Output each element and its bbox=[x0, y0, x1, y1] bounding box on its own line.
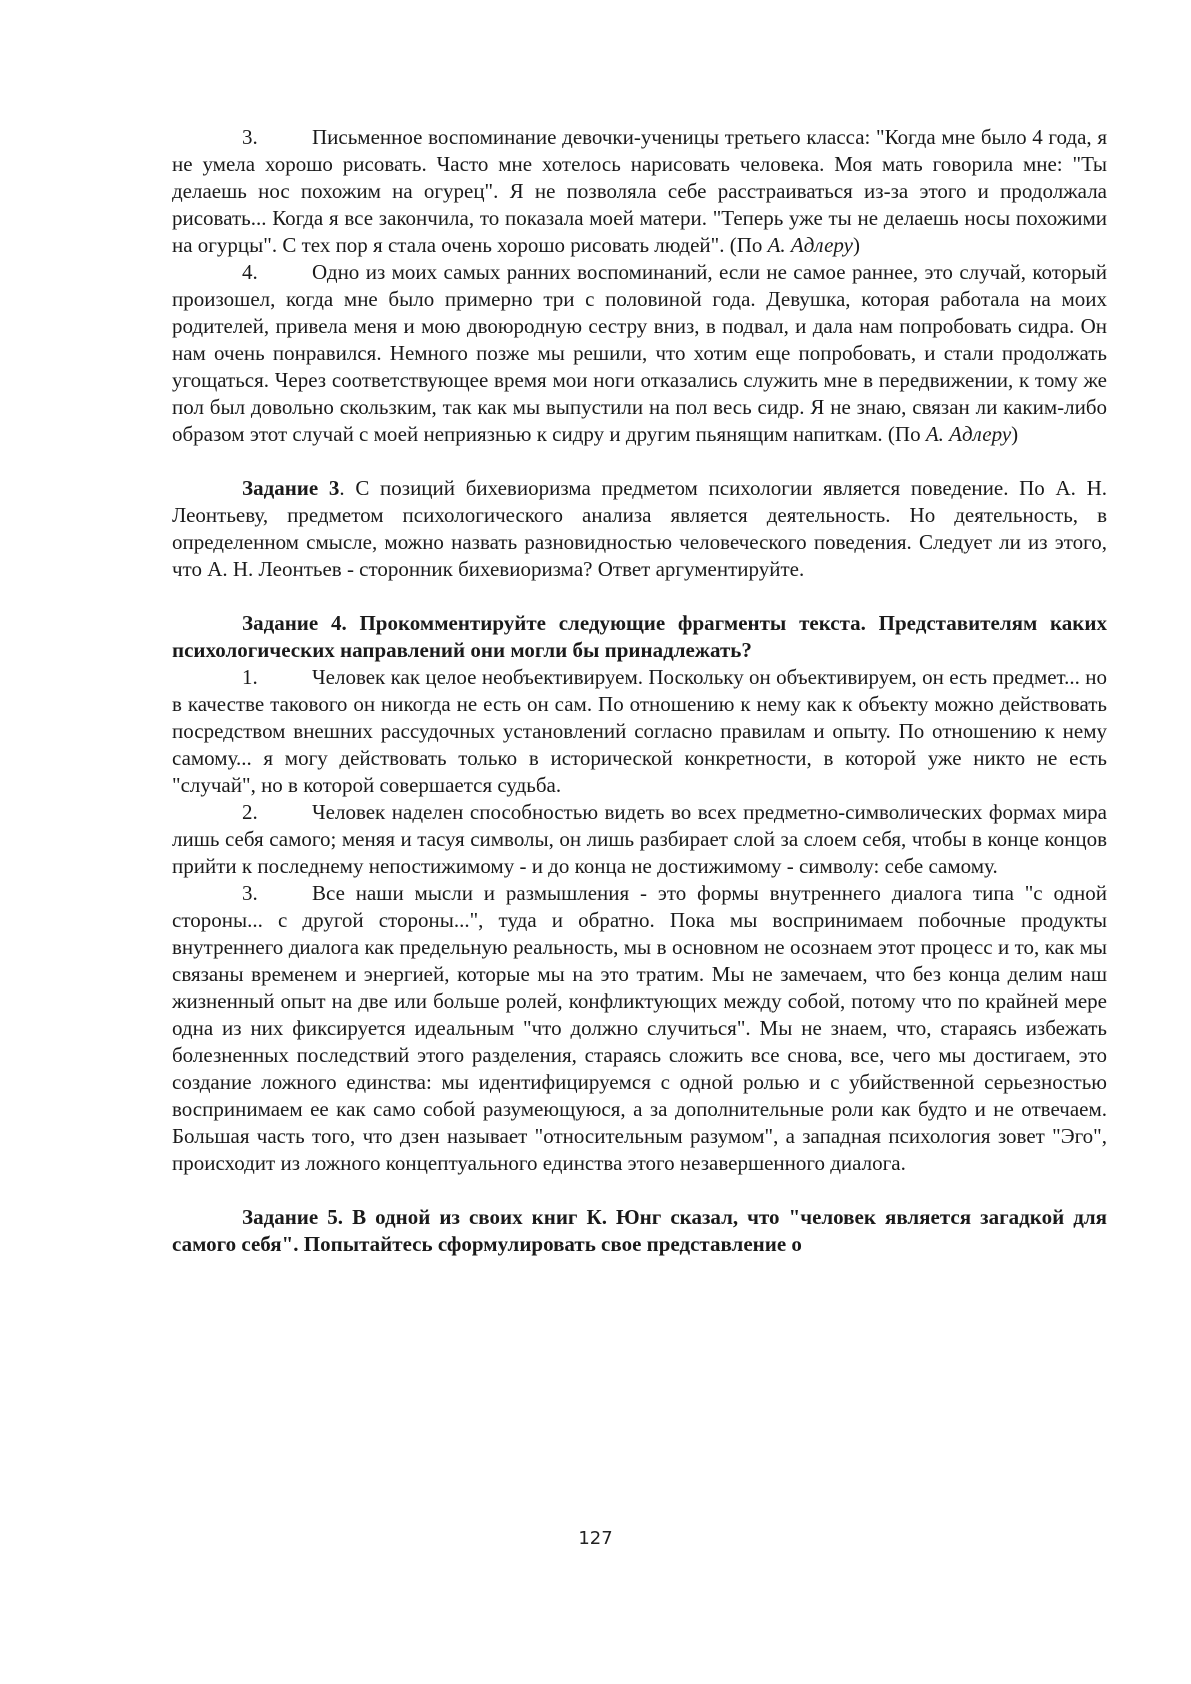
task-4-item-3 bbox=[172, 880, 1107, 1177]
task-heading-text: . Прокомментируйте следующие фрагменты текста. Представителям каких психологических направлений они могли бы принадлежать? bbox=[172, 611, 1107, 662]
task-4-heading bbox=[172, 610, 1107, 664]
author-citation: А. Адлеру bbox=[767, 233, 853, 257]
author-citation: А. Адлеру bbox=[925, 422, 1012, 446]
task-text: Задание 5. В одной из своих книг К. Юнг сказал, что "человек является загадкой для самого себя". Попытайтесь сформулировать свое представление о bbox=[172, 1205, 1107, 1256]
item-number: 2. bbox=[242, 800, 258, 824]
spacer bbox=[172, 583, 1107, 610]
item-number: 3. bbox=[242, 125, 258, 149]
page-number: 127 bbox=[578, 1528, 613, 1549]
item-text: Человек как целое необъективируем. Поскольку он объективируем, он есть предмет... но в качестве такового он никогда не есть он сам. По отношению к нему как к объекту можно действовать посредством внешних рассудочных установлений согласно правилам и опыту. По отношению к нему самому... я могу действовать только в исторической конкретности, в которой уже никто не есть "случай", но в которой совершается судьба. bbox=[172, 665, 1107, 797]
item-text: Человек наделен способностью видеть во всех предметно-символических формах мира лишь себя самого; меняя и тасуя символы, он лишь разбирает слой за слоем себя, чтобы в конце концов прийти к последнему непостижимому - и до конца не достижимому - символу: себе самому. bbox=[172, 800, 1107, 878]
item-number: 4. bbox=[242, 260, 258, 284]
task-label: Задание 3 bbox=[242, 476, 340, 500]
item-text: Одно из моих самых ранних воспоминаний, если не самое раннее, это случай, который произошел, когда мне было примерно три с половиной года. Девушка, которая работала на моих родителей, привела меня и мою двоюродную сестру вниз, в подвал, и дала нам попробовать сидра. Он нам очень понравился. Немного позже мы решили, что хотим еще попробовать, и стали продолжать угощаться. Через соответствующее время мои ноги отказались служить мне в передвижении, к тому же пол был довольно скользким, так как мы выпустили на пол весь сидр. Я не знаю, связан ли каким-либо образом этот случай с моей неприязнью к сидру и другим пьянящим напиткам. (По bbox=[172, 260, 1107, 446]
spacer bbox=[172, 1177, 1107, 1204]
task-4-item-1 bbox=[172, 664, 1107, 799]
item-text: Письменное воспоминание девочки-ученицы третьего класса: "Когда мне было 4 года, я не умела хорошо рисовать. Часто мне хотелось нарисовать человека. Моя мать говорила мне: "Ты делаешь нос похожим на огурец". Я не позволяла себе расстраиваться из-за этого и продолжала рисовать... Когда я все закончила, то показала моей матери. "Теперь уже ты не делаешь носы похожими на огурцы". С тех пор я стала очень хорошо рисовать людей". (По bbox=[172, 125, 1107, 257]
item-text: Все наши мысли и размышления - это формы внутреннего диалога типа "с одной стороны... с другой стороны...", туда и обратно. Пока мы воспринимаем побочные продукты внутреннего диалога как предельную реальность, мы в основном не осознаем этот процесс и то, как мы связаны временем и энергией, которые мы на это тратим. Мы не замечаем, что без конца делим наш жизненный опыт на две или больше ролей, конфликтующих между собой, потому что по крайней мере одна из них фиксируется идеальным "что должно случиться". Мы не знаем, что, стараясь избежать болезненных последствий этого разделения, стараясь сложить все снова, все, чего мы достигаем, это создание ложного единства: мы идентифицируемся с одной ролью и с убийственной серьезностью воспринимаем ее как само собой разумеющуюся, а за дополнительные роли как будто и не отвечаем. Большая часть того, что дзен называет "относительным разумом", а западная психология зовет "Эго", происходит из ложного концептуального единства этого незавершенного диалога. bbox=[172, 881, 1107, 1175]
item-number: 3. bbox=[242, 881, 258, 905]
task-4-item-2 bbox=[172, 799, 1107, 880]
item-number: 1. bbox=[242, 665, 258, 689]
memory-item-4: 4. Одно из моих самых ранних воспоминаний, если не самое раннее, это случай, который произошел, когда мне было примерно три с половиной года. Девушка, которая работала на моих родителей, привела меня и мою двоюродную сестру вниз, в подвал, и дала нам попробовать сидра. Он нам очень понравился. Немного позже мы решили, что хотим еще попробовать, и стали продолжать угощаться. Через соответствующее время мои ноги отказались служить мне в передвижении, к тому же пол был довольно скользким, так как мы выпустили на пол весь сидр. Я не знаю, связан ли каким-либо образом этот случай с моей неприязнью к сидру и другим пьянящим напиткам. (По А. Адлеру) bbox=[172, 260, 1107, 446]
task-text: . С позиций бихевиоризма предметом психологии является поведение. По А. Н. Леонтьеву, предметом психологического анализа является деятельность. Но деятельность, в определенном смысле, можно назвать разновидностью человеческого поведения. Следует ли из этого, что А. Н. Леонтьев - сторонник бихевиоризма? Ответ аргументируйте. bbox=[172, 476, 1107, 581]
spacer bbox=[172, 448, 1107, 475]
task-3 bbox=[172, 475, 1107, 583]
memory-item-3: 3. Письменное воспоминание девочки-ученицы третьего класса: "Когда мне было 4 года, я не умела хорошо рисовать. Часто мне хотелось нарисовать человека. Моя мать говорила мне: "Ты делаешь нос похожим на огурец". Я не позволяла себе расстраиваться из-за этого и продолжала рисовать... Когда я все закончила, то показала моей матери. "Теперь уже ты не делаешь носы похожими на огурцы". С тех пор я стала очень хорошо рисовать людей". (По А. Адлеру) bbox=[172, 125, 1107, 257]
task-5 bbox=[172, 1204, 1107, 1258]
task-label: Задание 4 bbox=[242, 611, 342, 635]
page-content bbox=[172, 124, 1107, 1258]
